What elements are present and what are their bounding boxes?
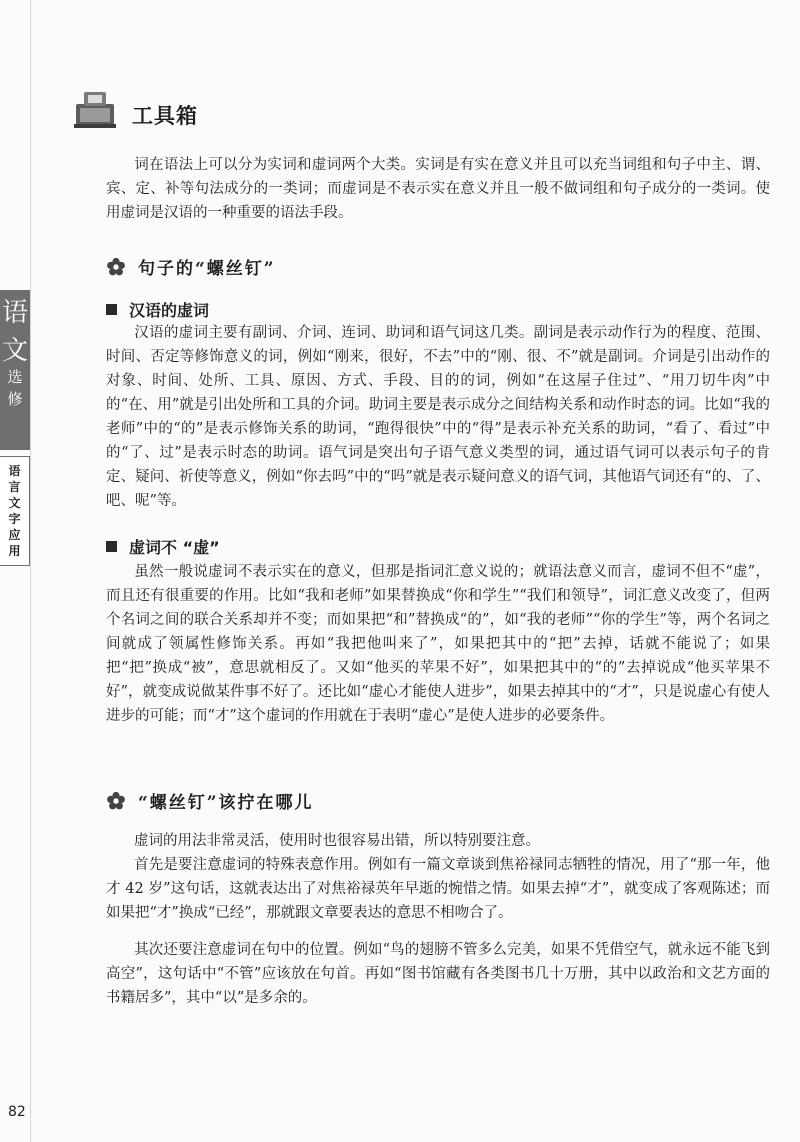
subheading-1-text: 汉语的虚词	[129, 301, 210, 320]
toolbox-icon	[72, 86, 118, 130]
section2-paragraph-3-text: 其次还要注意虚词在句中的位置。例如“鸟的翅膀不管多么完美，如果不凭借空气，就永远不能飞到高空”，这句话中“不管”应该放在句首。再如“图书馆藏有各类图书几十万册，其中以政治和文艺方面的书籍居多”，其中“以”是多余的。	[106, 942, 770, 1006]
side-subtitle	[0, 456, 30, 566]
section2-paragraph-2-text: 首先是要注意虚词的特殊表意作用。例如有一篇文章谈到焦裕禄同志牺牲的情况，用了“那一年，他才 42 岁”这句话，这就表达出了对焦裕禄英年早逝的惋惜之情。如果去掉“才”，就变成了客观陈述；而如果把“才”换成“已经”，那就跟文章要表达的意思不相吻合了。	[106, 857, 770, 921]
intro-text: 词在语法上可以分为实词和虚词两个大类。实词是有实在意义并且可以充当词组和句子中主、谓、宾、定、补等句法成分的一类词；而虚词是不表示实在意义并且一般不做词组和句子成分的一类词。使用虚词是汉语的一种重要的语法手段。	[106, 157, 770, 221]
side-tab-char: 文	[1, 336, 28, 366]
square-bullet-icon	[106, 541, 117, 552]
section1-paragraph-1	[106, 321, 770, 513]
subheading-2	[106, 535, 220, 558]
toolbox-title: 工具箱	[132, 104, 198, 128]
section2-paragraph-1-text: 虚词的用法非常灵活，使用时也很容易出错，所以特别要注意。	[134, 833, 540, 849]
subheading-1	[106, 298, 209, 321]
section-heading-1	[106, 254, 276, 279]
square-bullet-icon	[106, 304, 117, 315]
section2-paragraph-2	[106, 853, 770, 925]
margin-line	[30, 0, 31, 1142]
side-subtitle-text: 语言文字应用	[8, 464, 21, 558]
side-tab-char: 语	[1, 298, 28, 328]
intro-paragraph	[106, 153, 770, 225]
page-number: 82	[8, 1104, 26, 1120]
section-heading-2	[106, 788, 314, 813]
section1-paragraph-1-text: 汉语的虚词主要有副词、介词、连词、助词和语气词这几类。副词是表示动作行为的程度、范围、时间、否定等修饰意义的词，例如“刚来，很好，不去”中的“刚、很、不”就是副词。介词是引出动作的对象、时间、处所、工具、原因、方式、手段、目的的词，例如“在这屋子住过”、“用刀切牛肉”中的“在、用”就是引出处所和工具的介词。助词主要是表示成分之间结构关系和动作时态的词。比如“我的老师”中的“的”是表示修饰关系的助词，“跑得很快”中的“得”是表示补充关系的助词，“看了、看过”中的“了、过”是表示时态的助词。语气词是突出句子语气意义类型的词，通过语气词可以表示句子的肯定、疑问、祈使等意义，例如“你去吗”中的“吗”就是表示疑问意义的语气词，其他语气词还有“的、了、吧、呢”等。	[106, 325, 770, 509]
section1-paragraph-2-text: 虽然一般说虚词不表示实在的意义，但那是指词汇意义说的；就语法意义而言，虚词不但不“虚”，而且还有很重要的作用。比如“我和老师”如果替换成“你和学生”“我们和领导”，词汇意义改变了，但两个名词之间的联合关系却并不变；而如果把“和”替换成“的”，如“我的老师”“你的学生”等，两个名词之间就成了领属性修饰关系。再如“我把他叫来了”，如果把其中的“把”去掉，话就不能说了；如果把“把”换成“被”，意思就相反了。又如“他买的苹果不好”，如果把其中的“的”去掉说成“他买苹果不好”，就变成说做某件事不好了。还比如“虚心才能使人进步”，如果去掉其中的“才”，只是说虚心有使人进步的可能；而“才”这个虚词的作用就在于表明“虚心”是使人进步的必要条件。	[106, 564, 770, 724]
section-heading-2-text: “螺丝钉”该拧在哪儿	[138, 793, 314, 813]
side-tab-char: 选	[7, 368, 23, 386]
subheading-2-text: 虚词不 “虚”	[129, 538, 220, 557]
section1-paragraph-2	[106, 560, 770, 728]
flower-icon	[106, 257, 126, 277]
section2-paragraph-3	[106, 938, 770, 1010]
flower-icon	[106, 791, 126, 811]
section2-paragraph-1	[106, 829, 770, 853]
section-heading-1-text: 句子的“螺丝钉”	[138, 259, 276, 279]
side-tab	[0, 290, 30, 450]
side-tab-char: 修	[7, 390, 23, 408]
